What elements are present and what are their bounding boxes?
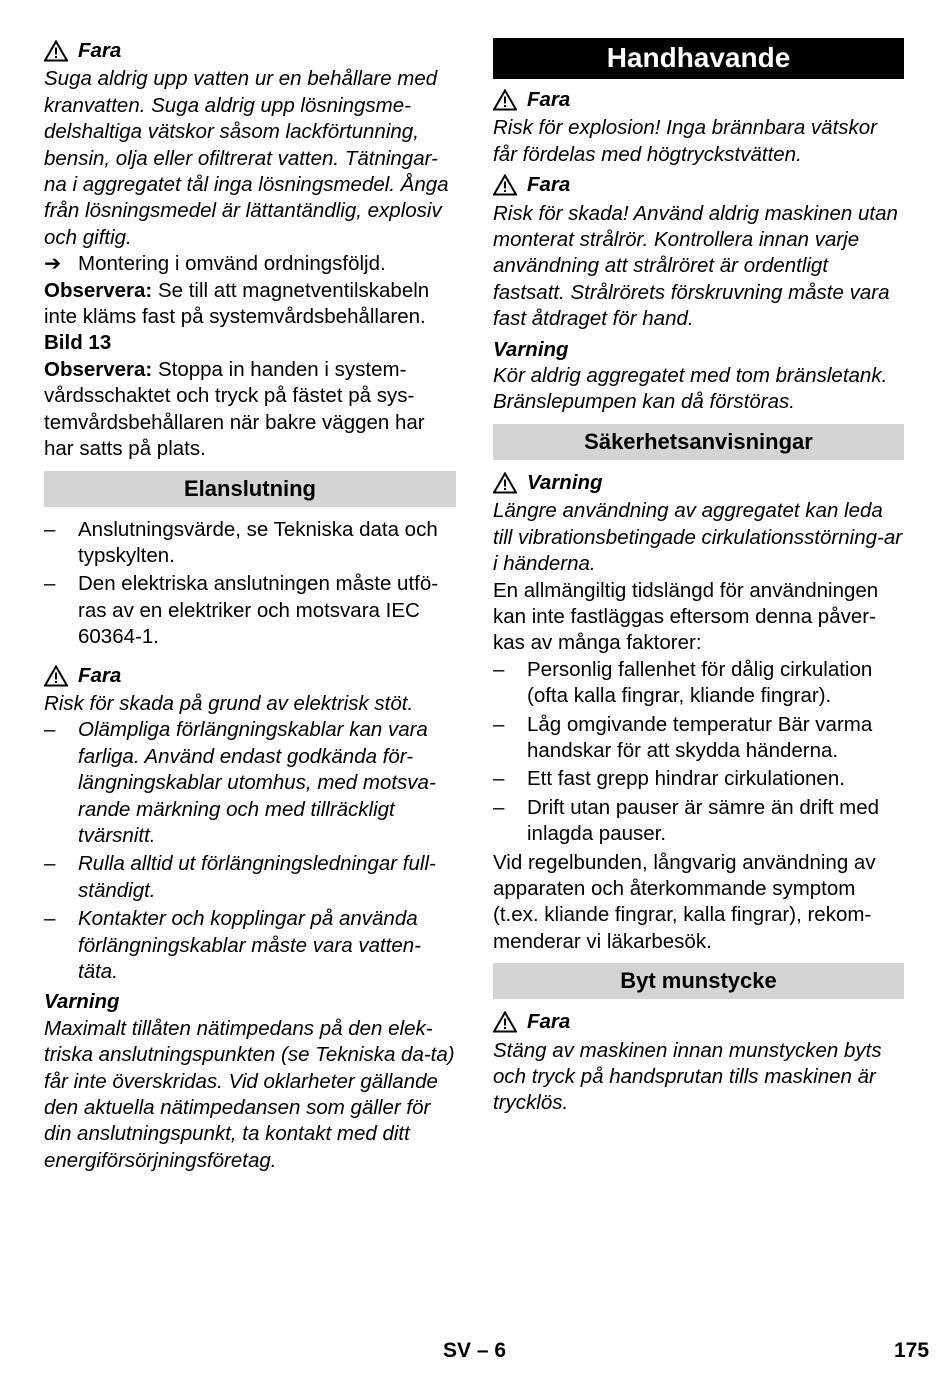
step-text: Montering i omvänd ordningsföljd. bbox=[78, 252, 386, 276]
list-item: – Olämpliga förlängningskablar kan vara farliga. Använd endast godkända för-längningskablar utomhus, med motsva-rande märkning och med tillräckligt tvärsnitt. bbox=[44, 717, 456, 849]
right-column bbox=[493, 34, 904, 1117]
warning-title: Fara bbox=[78, 39, 122, 62]
warning-title: Fara bbox=[527, 88, 571, 111]
list-item: – Personlig fallenhet för dålig cirkulation (ofta kalla fingrar, kliande fingrar). bbox=[493, 657, 904, 710]
electrical-list bbox=[44, 517, 456, 651]
warning-heading bbox=[44, 38, 456, 64]
caution-heading bbox=[493, 470, 904, 496]
warning-triangle-icon bbox=[493, 472, 517, 494]
factor-list bbox=[493, 657, 904, 848]
warning-title: Fara bbox=[527, 173, 571, 197]
warning-heading bbox=[44, 663, 456, 689]
list-item: – Drift utan pauser är sämre än drift med inlagda pauser. bbox=[493, 795, 904, 848]
caution-heading: Varning bbox=[493, 337, 569, 361]
caution-text: Maximalt tillåten nätimpedans på den elek-triska anslutningspunkten (se Tekniska da-ta) får inte överskridas. Vid oklarheter gällande den aktuella nätimpedansen som gäller för din anslutningspunkt, ta kontakt med ditt energiförsörjningsföretag. bbox=[44, 1016, 455, 1172]
note-paragraph bbox=[44, 357, 456, 463]
list-item: – Kontakter och kopplingar på använda förlängningskablar måste vara vatten-täta. bbox=[44, 906, 456, 985]
warning-list bbox=[44, 717, 456, 985]
warning-heading bbox=[493, 172, 904, 198]
instruction-step bbox=[44, 251, 456, 277]
caution-text: Längre användning av aggregatet kan leda till vibrationsbetingade cirkulationsstörning-ar i händerna. bbox=[493, 499, 903, 576]
warning-text: Risk för skada på grund av elektrisk stöt. bbox=[44, 691, 414, 715]
list-item: – Rulla alltid ut förlängningsledningar full-ständigt. bbox=[44, 851, 456, 904]
footer-page-number: 175 bbox=[894, 1339, 930, 1362]
section-heading-elanslutning: Elanslutning bbox=[44, 471, 456, 507]
warning-text: Stäng av maskinen innan munstycken byts och tryck på handsprutan tills maskinen är trycklös. bbox=[493, 1038, 882, 1115]
caution-title: Varning bbox=[527, 470, 603, 494]
warning-title: Fara bbox=[527, 1010, 571, 1034]
warning-heading bbox=[493, 1009, 904, 1035]
list-item: – Anslutningsvärde, se Tekniska data och typskylten. bbox=[44, 517, 456, 570]
warning-triangle-icon bbox=[44, 40, 68, 62]
warning-text: Risk för explosion! Inga brännbara vätskor får fördelas med högtryckstvätten. bbox=[493, 116, 878, 166]
footer-language-page: SV – 6 bbox=[443, 1339, 507, 1362]
note-label: Observera: bbox=[44, 357, 153, 381]
warning-triangle-icon bbox=[493, 1011, 517, 1033]
warning-triangle-icon bbox=[493, 174, 517, 196]
warning-text: Suga aldrig upp vatten ur en behållare med kranvatten. Suga aldrig upp lösningsme-delshaltiga vätskor såsom lackförtunning, bensin, olja eller ofiltrerat vatten. Tätningar-na i aggregatet tål inga lösningsmedel. Ånga från lösningsmedel är lättantändlig, explosiv och giftig. bbox=[44, 67, 449, 249]
arrow-right-icon: ➔ bbox=[44, 252, 62, 276]
body-paragraph: Vid regelbunden, långvarig användning av apparaten och återkommande symptom (t.ex. kliande fingrar, kalla fingrar), rekom-menderar vi läkarbesök. bbox=[493, 850, 876, 953]
warning-triangle-icon bbox=[493, 89, 517, 111]
note-label: Observera: bbox=[44, 278, 153, 302]
list-item: – Den elektriska anslutningen måste utfö-ras av en elektriker och motsvara IEC 60364-1. bbox=[44, 571, 456, 650]
warning-text: Risk för skada! Använd aldrig maskinen utan monterat strålrör. Kontrollera innan varje användning att strålröret är ordentligt fastsatt. Strålrörets förskruvning måste vara fast åtdraget för hand. bbox=[493, 201, 898, 331]
note-text: Stoppa in handen i system-vårdsschaktet och tryck på fästet på sys-temvårdsbehållaren när bakre väggen har har satts på plats. bbox=[44, 357, 425, 461]
warning-title: Fara bbox=[78, 663, 122, 687]
caution-heading: Varning bbox=[44, 990, 120, 1014]
list-item: – Låg omgivande temperatur Bär varma handskar för att skydda händerna. bbox=[493, 712, 904, 765]
caution-text: Kör aldrig aggregatet med tom bränsletank. Bränslepumpen kan då förstöras. bbox=[493, 364, 888, 414]
warning-triangle-icon bbox=[44, 665, 68, 687]
list-item: – Ett fast grepp hindrar cirkulationen. bbox=[493, 766, 904, 792]
note-text: Se till att magnetventilskabeln inte kläms fast på systemvårdsbehållaren. bbox=[44, 278, 430, 329]
warning-heading bbox=[493, 87, 904, 113]
body-paragraph: En allmängiltig tidslängd för användningen kan inte fastläggas eftersom denna påver-kas av många faktorer: bbox=[493, 578, 879, 655]
section-heading-byt-munstycke: Byt munstycke bbox=[493, 963, 904, 999]
section-heading-handhavande: Handhavande bbox=[493, 38, 904, 79]
note-paragraph bbox=[44, 278, 456, 331]
figure-reference: Bild 13 bbox=[44, 331, 112, 355]
section-heading-sakerhetsanvisningar: Säkerhetsanvisningar bbox=[493, 424, 904, 460]
left-column bbox=[44, 34, 456, 1174]
